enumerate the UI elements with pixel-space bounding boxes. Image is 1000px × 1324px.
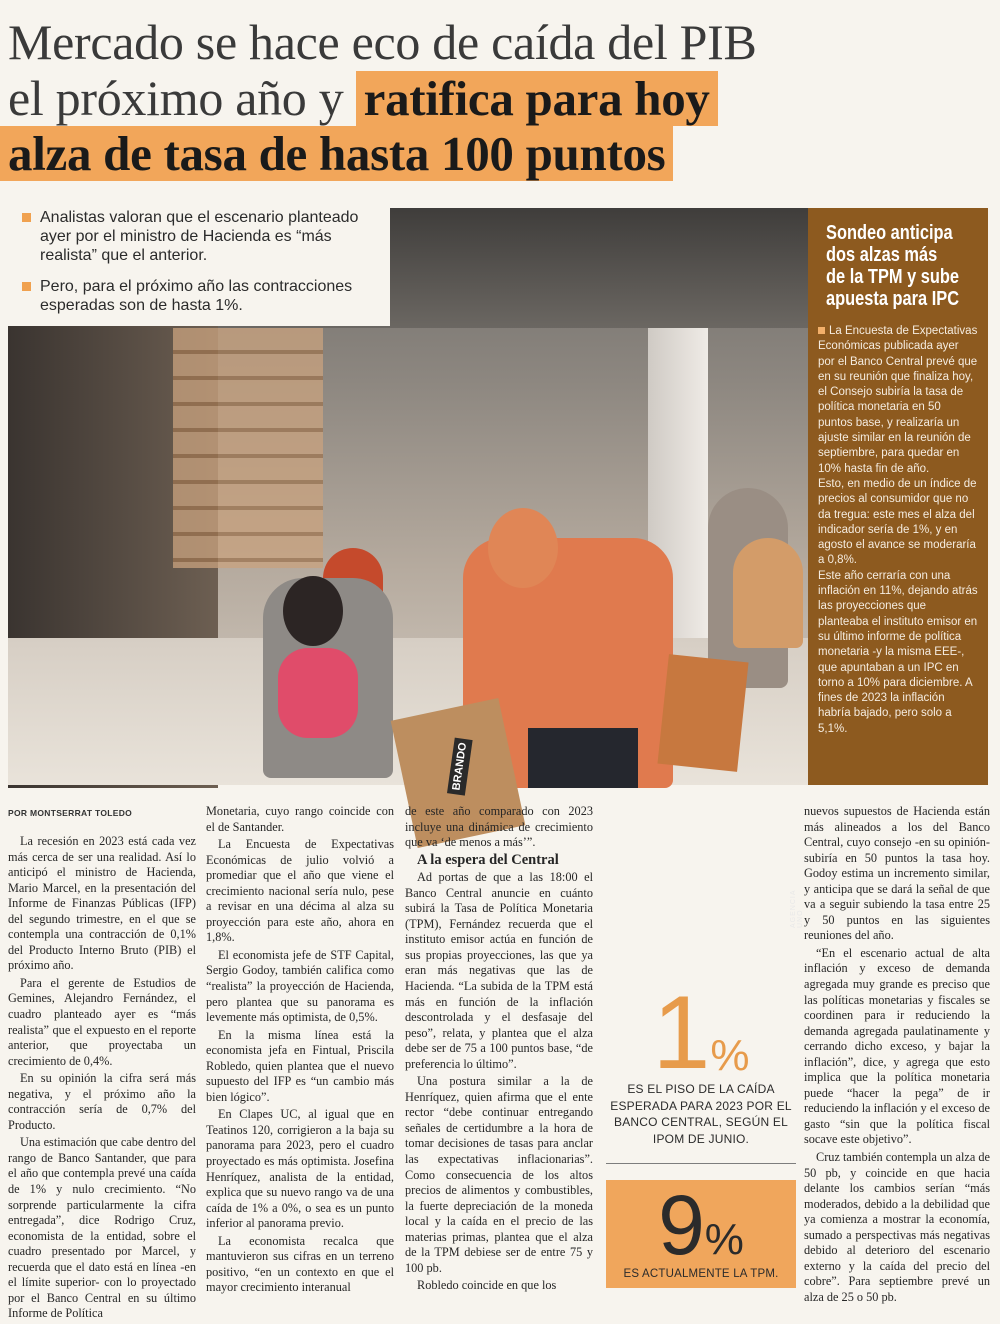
headline-line-2: el próximo año y ratifica para hoy <box>8 70 998 126</box>
body-paragraph: Cruz también contempla un alza de 50 pb, y coincide en que hacia delante los cambios serían “más moderados, debido a la debilidad que ya comienza a mostrar la economía, sumado a perspectivas más negativas debido al deterioro del escenario externo y la caída del precio del cobre”. Para septiembre prevé un alza de 25 o 50 pb. <box>804 1150 990 1304</box>
body-paragraph: El economista jefe de STF Capital, Sergio Godoy, también califica como “realista” la proyección de Hacienda, pero plantea que su panorama es levemente más optimista, de 0,5%. <box>206 947 394 1025</box>
body-paragraph: Monetaria, cuyo rango coincide con el de Santander. <box>206 804 394 834</box>
headline-highlight-2: alza de tasa de hasta 100 puntos <box>0 126 673 181</box>
article-column-1 <box>8 834 196 1324</box>
summary-bullets <box>8 208 390 326</box>
body-paragraph: En su opinión la cifra será más negativa, y el próximo año la contracción sería de 0,7% del Producto. <box>8 1071 196 1132</box>
headline-line-1: Mercado se hace eco de caída del PIB <box>8 14 757 70</box>
byline: POR MONTSERRAT TOLEDO <box>8 808 133 818</box>
body-paragraph: “En el escenario actual de alta inflación y exceso de demanda agregada muy grande es preciso que las políticas monetarias y fiscales se coordinen para ir reduciendo la demanda agregada paulatinamente y cerrando dicho exceso, y bajar la inflación”, dice, y agrega que esto implica que la política monetaria puede “hacer la pega” de ir reduciendo la inflación y el exceso de gasto “sin que la política fiscal socave este objetivo”. <box>804 945 990 1147</box>
bullet-square-icon <box>22 282 31 291</box>
body-paragraph: Una estimación que cabe dentro del rango de Banco Santander, que para el año que contempla prevé una caída de 1% y nulo crecimiento. “No sorprende particularmente la cifra entregada”, dice Rodrigo Cruz, economista de la entidad, sobre el cuadro presentado por Marcel, y recuerda que el dato está en línea -en el límite superior- con lo proyectado por el Banco Central en su último Informe de Política <box>8 1135 196 1321</box>
sidebar-box <box>808 208 988 785</box>
sidebar-paragraph: Esto, en medio de un índice de precios al consumidor que no da tregua: este mes el alza del indicador sería de 1%, y en agosto el avance se moderaría a 0,8%. <box>818 477 977 567</box>
body-paragraph: Robledo coincide en que los <box>417 1278 557 1293</box>
body-paragraph: de este año comparado con 2023 incluye una dinámica de crecimiento que va ‘de menos a más’”. <box>405 804 593 850</box>
stat-box-gdp-floor <box>606 975 796 1155</box>
sidebar-paragraph: La Encuesta de Expectativas Económicas publicada ayer por el Banco Central prevé que en su reunión que finaliza hoy, el Consejo subiría la tasa de política monetaria en 50 puntos base, y realizaría un ajuste similar en la reunión de septiembre, para quedar en 10% hasta fin de año. <box>818 325 978 475</box>
headline-line-3 <box>8 126 998 182</box>
body-paragraph: La recesión en 2023 está cada vez más cerca de ser una realidad. Así lo anticipó el ministro de Hacienda, Mario Marcel, en la presentación del Informe de Finanzas Públicas (IFP) del segundo trimestre, en el que se contempla una contracción de 0,1% del Producto Interno Bruto (PIB) el próximo año. <box>8 834 196 973</box>
stat-value: 1% <box>652 975 750 1091</box>
body-paragraph: La Encuesta de Expectativas Económicas de julio volvió a promediar que el año que viene el crecimiento nacional sería nulo, pese a revisar en una décima al alza su proyección para este año, ahora en 1,8%. <box>206 837 394 945</box>
stat-box-tpm <box>606 1180 796 1288</box>
sidebar-title: Sondeo anticipa dos alzas más de la TPM y sube apuesta para IPC <box>826 222 960 310</box>
stat-divider <box>606 1163 796 1164</box>
stat-value: 9% <box>658 1178 744 1272</box>
photo-legs <box>528 728 638 788</box>
bullet-square-icon <box>22 213 31 222</box>
stat-caption: ES EL PISO DE LA CAÍDA ESPERADA PARA 2023 POR EL BANCO CENTRAL, SEGÚN EL IPOM DE JUNIO. <box>610 1082 792 1146</box>
photo-head-man <box>488 508 558 588</box>
headline <box>8 14 998 182</box>
body-paragraph: Ad portas de que a las 18:00 el Banco Central anuncie en cuánto subirá la Tasa de Política Monetaria (TPM), Fernández recuerda que el instituto emisor actúa en función de sus propias proyecciones, las que ya eran más negativas que las de Hacienda. “La subida de la TPM está más en función de la inflación descontrolada y el desfasaje del peso”, relata, y plantea que el alza debe ser de 75 a 100 puntos base, “de preferencia lo último”. <box>405 870 593 1071</box>
article-column-3 <box>405 804 593 1296</box>
body-paragraph: Una postura similar a la de Henríquez, quien afirma que el ente rector “debe continuar entregando señales de certidumbre a la hora de tomar decisiones de tasas para anclar las expectativas inflacionarias”. Como consecuencia de los altos precios de alimentos y combustibles, la fuerte depreciación de la moneda local y la caída en el precio de las materias primas, plantea que el alza de la TPM debiese ser de entre 75 y 100 pb. <box>405 1074 593 1275</box>
article-column-4 <box>804 804 990 1308</box>
body-paragraph: La economista recalca que mantuvieron sus cifras en un terreno positivo, “en un contexto en que el mayor crecimiento interanual <box>206 1233 394 1295</box>
photo-backpack <box>278 648 358 738</box>
summary-bullet: Analistas valoran que el escenario planteado ayer por el ministro de Hacienda es “más realista” que el anterior. <box>22 208 380 265</box>
section-subhead: A la espera del Central <box>417 851 559 868</box>
photo-shopping-bag-2 <box>657 654 748 772</box>
body-paragraph: Para el gerente de Estudios de Gemines, Alejandro Fernández, el cuadro planteado ayer es “más realista” que el expuesto en el reporte anterior, que proyectaba un crecimiento de 0,4%. <box>8 975 196 1068</box>
bag-label: BRANDO <box>447 737 473 795</box>
body-paragraph: En la misma línea está la economista jefa en Fintual, Priscila Robledo, quien plantea que el nuevo supuesto del IFP es “un cambio más bien lógico”. <box>206 1027 394 1104</box>
photo-credit: AGENCIA UNO <box>790 889 804 928</box>
body-paragraph: nuevos supuestos de Hacienda están más alineados a los del Banco Central, cuyo consejo -en su opinión- subiría en 50 puntos la tasa hoy. Godoy estima un incremento similar, y anticipa que se dará la señal de que va a seguir subiendo la tasa entre 25 y 50 puntos en las siguientes reuniones del año. <box>804 804 990 943</box>
headline-highlight-1: ratifica para hoy <box>356 71 718 126</box>
photo-head-woman <box>283 576 343 646</box>
stat-caption: ES ACTUALMENTE LA TPM. <box>623 1268 779 1280</box>
photo-child <box>733 538 803 648</box>
sidebar-paragraph: Este año cerraría con una inflación en 11%, dejando atrás las proyecciones que planteaba el instituto emisor en su último informe de política monetaria -y la misma EEE-, que apuntaban a un IPC en torno a 10% para diciembre. A fines de 2023 la inflación habría bajado, pero solo a 5,1%. <box>818 569 978 735</box>
photo-shelves <box>173 328 323 568</box>
body-paragraph: En Clapes UC, al igual que en Teatinos 120, corrigieron a la baja su panorama para 2023, pero el cuadro proyectado es más optimista. Josefina Henríquez, analista de la entidad, explica que su nuevo rango va de una caída de 1% a 0%, o sea es un punto inferior al panorama previo. <box>206 1107 394 1231</box>
summary-bullet: Pero, para el próximo año las contracciones esperadas son de hasta 1%. <box>22 277 380 315</box>
bullet-square-icon <box>818 327 825 334</box>
article-column-2 <box>206 804 394 1298</box>
